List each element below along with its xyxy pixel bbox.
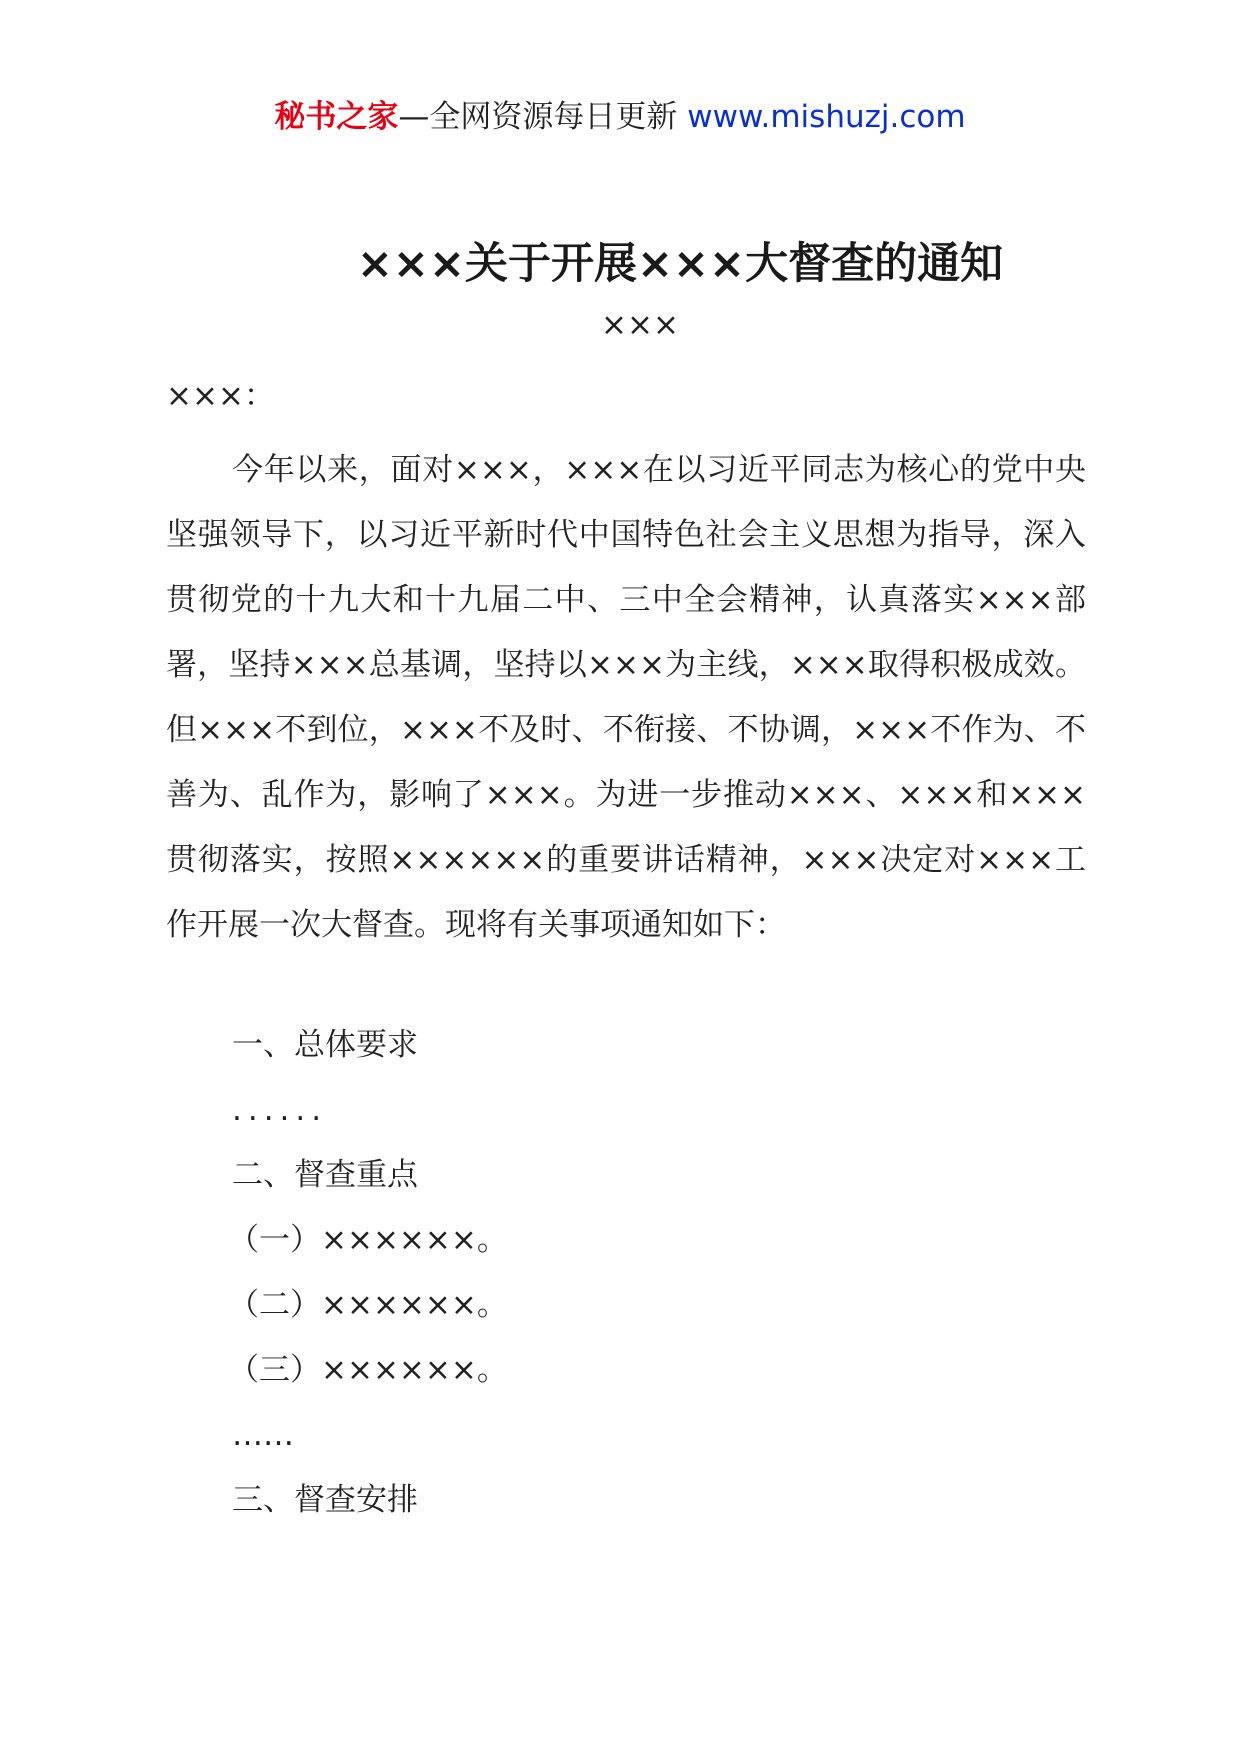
site-tagline: —全网资源每日更新 <box>398 99 688 135</box>
list-item: （二）××××××。 <box>228 1287 508 1323</box>
section-ellipsis: ...... <box>232 1092 328 1128</box>
site-brand: 秘书之家 <box>274 99 399 135</box>
site-header <box>0 97 1240 137</box>
section-heading-general-requirements: 一、总体要求 <box>232 1027 418 1063</box>
document-author: ××× <box>601 307 679 343</box>
list-item: （一）××××××。 <box>228 1222 508 1258</box>
section-ellipsis: …… <box>232 1417 294 1453</box>
section-heading-inspection-focus: 二、督查重点 <box>232 1157 418 1193</box>
list-item: （三）××××××。 <box>228 1352 508 1388</box>
document-body-paragraph: 今年以来，面对×××，×××在以习近平同志为核心的党中央坚强领导下，以习近平新时代中国特色社会主义思想为指导，深入贯彻党的十九大和十九届二中、三中全会精神，认真落实×××部署，坚持×××总基调，坚持以×××为主线，×××取得积极成效。但×××不到位，×××不及时、不衔接、不协调，×××不作为、不善为、乱作为，影响了×××。为进一步推动×××、×××和×××贯彻落实，按照××××××的重要讲话精神，×××决定对×××工作开展一次大督查。现将有关事项通知如下： <box>166 452 1086 943</box>
site-url-link[interactable]: www.mishuzj.com <box>687 99 966 135</box>
document-title: ×××关于开展×××大督查的通知 <box>356 239 1004 289</box>
section-heading-inspection-arrangements: 三、督查安排 <box>232 1482 418 1518</box>
document-addressee: ×××： <box>166 378 275 414</box>
